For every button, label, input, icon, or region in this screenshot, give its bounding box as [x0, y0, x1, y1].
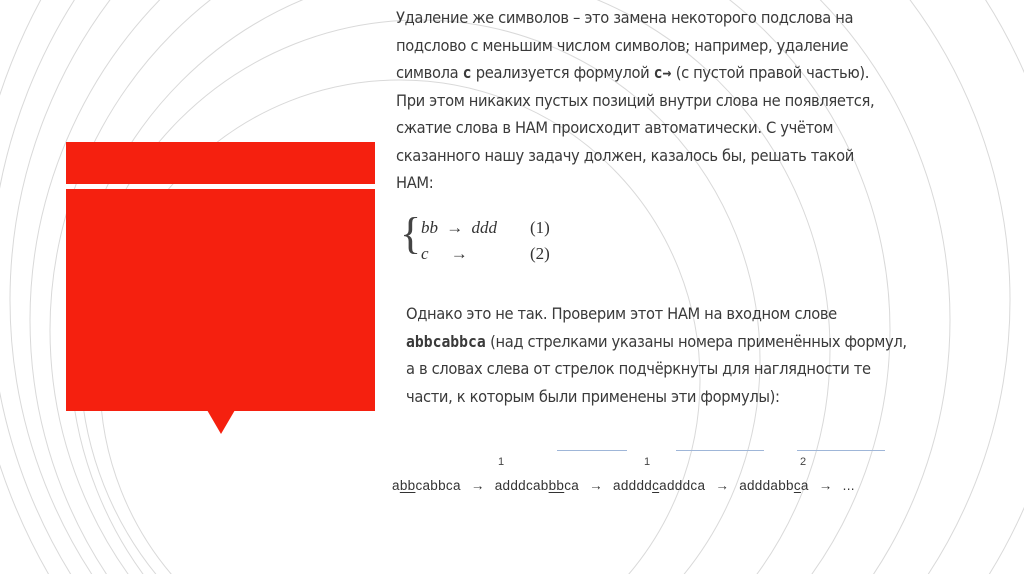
- formula1-number: (1): [530, 218, 550, 237]
- decorative-rule: [676, 450, 764, 451]
- formula-c-arrow: c→: [653, 63, 672, 82]
- formula-number-above-arrow: 1: [498, 456, 505, 468]
- step2-underlined: bb: [548, 478, 565, 493]
- derivation-arrow: →: [589, 478, 603, 493]
- red-callout-pointer: [207, 410, 235, 434]
- formula-row-2: [421, 244, 472, 264]
- ellipsis: ...: [842, 478, 855, 493]
- formula-row-1: [421, 218, 497, 238]
- paragraph1-text-start: Удаление же символов – это замена некоторого подслова на подслово с меньшим числом символов; например, удаление символа: [396, 8, 854, 82]
- derivation-arrow: →: [470, 478, 485, 493]
- step4-pre: adddabb: [739, 478, 794, 493]
- red-title-block: [66, 189, 375, 411]
- formula1-lhs: bb: [421, 218, 438, 237]
- formula2-lhs: c: [421, 244, 429, 263]
- derivation-sequence: [392, 478, 855, 493]
- decorative-rule: [797, 450, 885, 451]
- derivation-chain: [392, 450, 992, 500]
- decorative-rule: [557, 450, 627, 451]
- formula1-arrow: →: [446, 218, 464, 237]
- paragraph-verification: [406, 300, 912, 410]
- formula2-arrow: →: [450, 244, 468, 263]
- red-header-strip: [66, 142, 375, 184]
- paragraph1-text-mid: реализуется формулой: [471, 63, 654, 82]
- paragraph-deletion-explanation: [396, 4, 893, 197]
- formula2-number: (2): [530, 244, 550, 263]
- step3-underlined: c: [652, 478, 660, 493]
- derivation-arrow: →: [715, 478, 730, 493]
- step1-post: cabbca: [415, 478, 461, 493]
- step1-underlined: bb: [399, 478, 416, 493]
- derivation-arrow: →: [818, 478, 833, 493]
- paragraph1-text-end: (с пустой правой частью). При этом никаких пустых позиций внутри слова не появляется, сжатие слова в НАМ происходит автоматически. С учётом сказанного нашу задачу должен, казалось бы, решать такой НАМ:: [396, 63, 875, 192]
- input-word: abbcabbca: [406, 331, 486, 351]
- formula-number-above-arrow: 2: [800, 456, 807, 468]
- step2-post: ca: [564, 478, 580, 493]
- step4-post: a: [800, 478, 809, 493]
- step1-pre: a: [392, 478, 400, 493]
- formula1-rhs: ddd: [471, 218, 497, 237]
- step3-post: adddca: [659, 478, 706, 493]
- paragraph2-text-start: Однако это не так. Проверим этот НАМ на входном слове: [406, 304, 837, 323]
- step4-underlined: c: [793, 478, 801, 493]
- symbol-c: c: [462, 63, 472, 82]
- left-brace: {: [400, 209, 422, 258]
- paragraph2-text-end: (над стрелками указаны номера применённых формул, а в словах слева от стрелок подчёркнуты для наглядности те части, к которым были применены эти формулы):: [406, 331, 907, 406]
- step3-pre: adddd: [613, 478, 653, 493]
- nam-formula-system: [400, 209, 570, 268]
- step2-pre: adddcab: [494, 478, 549, 493]
- formula-number-above-arrow: 1: [644, 456, 651, 468]
